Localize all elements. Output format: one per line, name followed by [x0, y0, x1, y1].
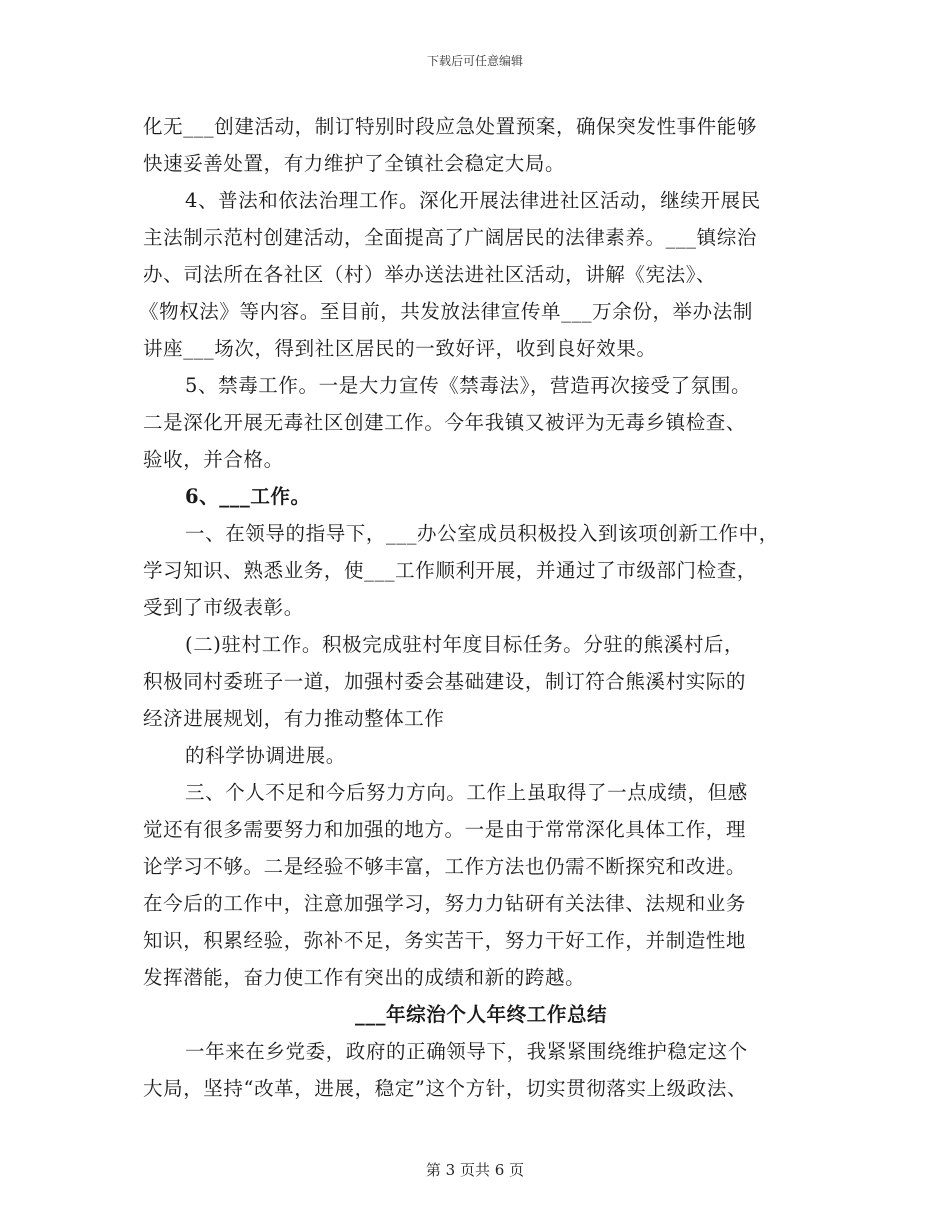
text-line: 觉还有很多需要努力和加强的地方。一是由于常常深化具体工作，理 [143, 818, 747, 841]
text-line: 一年来在乡党委，政府的正确领导下，我紧紧围绕维护稳定这个 [185, 1040, 748, 1063]
text-line: 大局，坚持“改革，进展，稳定”这个方针，切实贯彻落实上级政法、 [143, 1077, 748, 1100]
text-line: 讲座___场次，得到社区居民的一致好评，收到良好效果。 [143, 337, 657, 360]
text-line: 积极同村委班子一道，加强村委会基础建设，制订符合熊溪村实际的 [143, 670, 747, 693]
text-line: 知识，积累经验，弥补不足，务实苦干，努力干好工作，并制造性地 [143, 929, 747, 952]
text-line: 快速妥善处置，有力维护了全镇社会稳定大局。 [143, 152, 566, 175]
text-line: 验收，并合格。 [143, 448, 284, 471]
text-line: 一、在领导的指导下，___办公室成员积极投入到该项创新工作中， [185, 522, 779, 545]
text-line: 主法制示范村创建活动，全面提高了广阔居民的法律素养。___镇综治 [143, 226, 757, 249]
text-line: 三、个人不足和今后努力方向。工作上虽取得了一点成绩，但感 [185, 781, 748, 804]
text-line: 二是深化开展无毒社区创建工作。今年我镇又被评为无毒乡镇检查、 [143, 411, 747, 434]
text-line: 论学习不够。二是经验不够丰富，工作方法也仍需不断探究和改进。 [143, 855, 747, 878]
text-line: 办、司法所在各社区（村）举办送法进社区活动，讲解《宪法》、 [143, 263, 717, 286]
text-line: 经济进展规划，有力推动整体工作 [143, 707, 445, 730]
text-line: 5、禁毒工作。一是大力宣传《禁毒法》，营造再次接受了氛围。 [185, 374, 752, 397]
text-line: 在今后的工作中，注意加强学习，努力力钻研有关法律、法规和业务 [143, 892, 747, 915]
text-line: 学习知识、熟悉业务，使___工作顺利开展，并通过了市级部门检查， [143, 559, 757, 582]
text-line: 化无___创建活动，制订特别时段应急处置预案，确保突发性事件能够 [143, 115, 757, 138]
text-line: 受到了市级表彰。 [143, 596, 304, 619]
document-title: ___年综治个人年终工作总结 [355, 1003, 608, 1026]
text-line: 《物权法》等内容。至目前，共发放法律宣传单___万余份，举办法制 [139, 300, 753, 323]
page-footer: 第 3 页共 6 页 [425, 1161, 525, 1179]
text-line: (二)驻村工作。积极完成驻村年度目标任务。分驻的熊溪村后， [185, 633, 745, 656]
text-line: 发挥潜能，奋力使工作有突出的成绩和新的跨越。 [143, 966, 586, 989]
text-line: 的科学协调进展。 [185, 744, 346, 767]
page-header: 下载后可任意编辑 [426, 54, 523, 68]
text-line: 4、普法和依法治理工作。深化开展法律进社区活动，继续开展民 [185, 189, 761, 212]
section-heading: 6、___工作。 [185, 485, 311, 508]
